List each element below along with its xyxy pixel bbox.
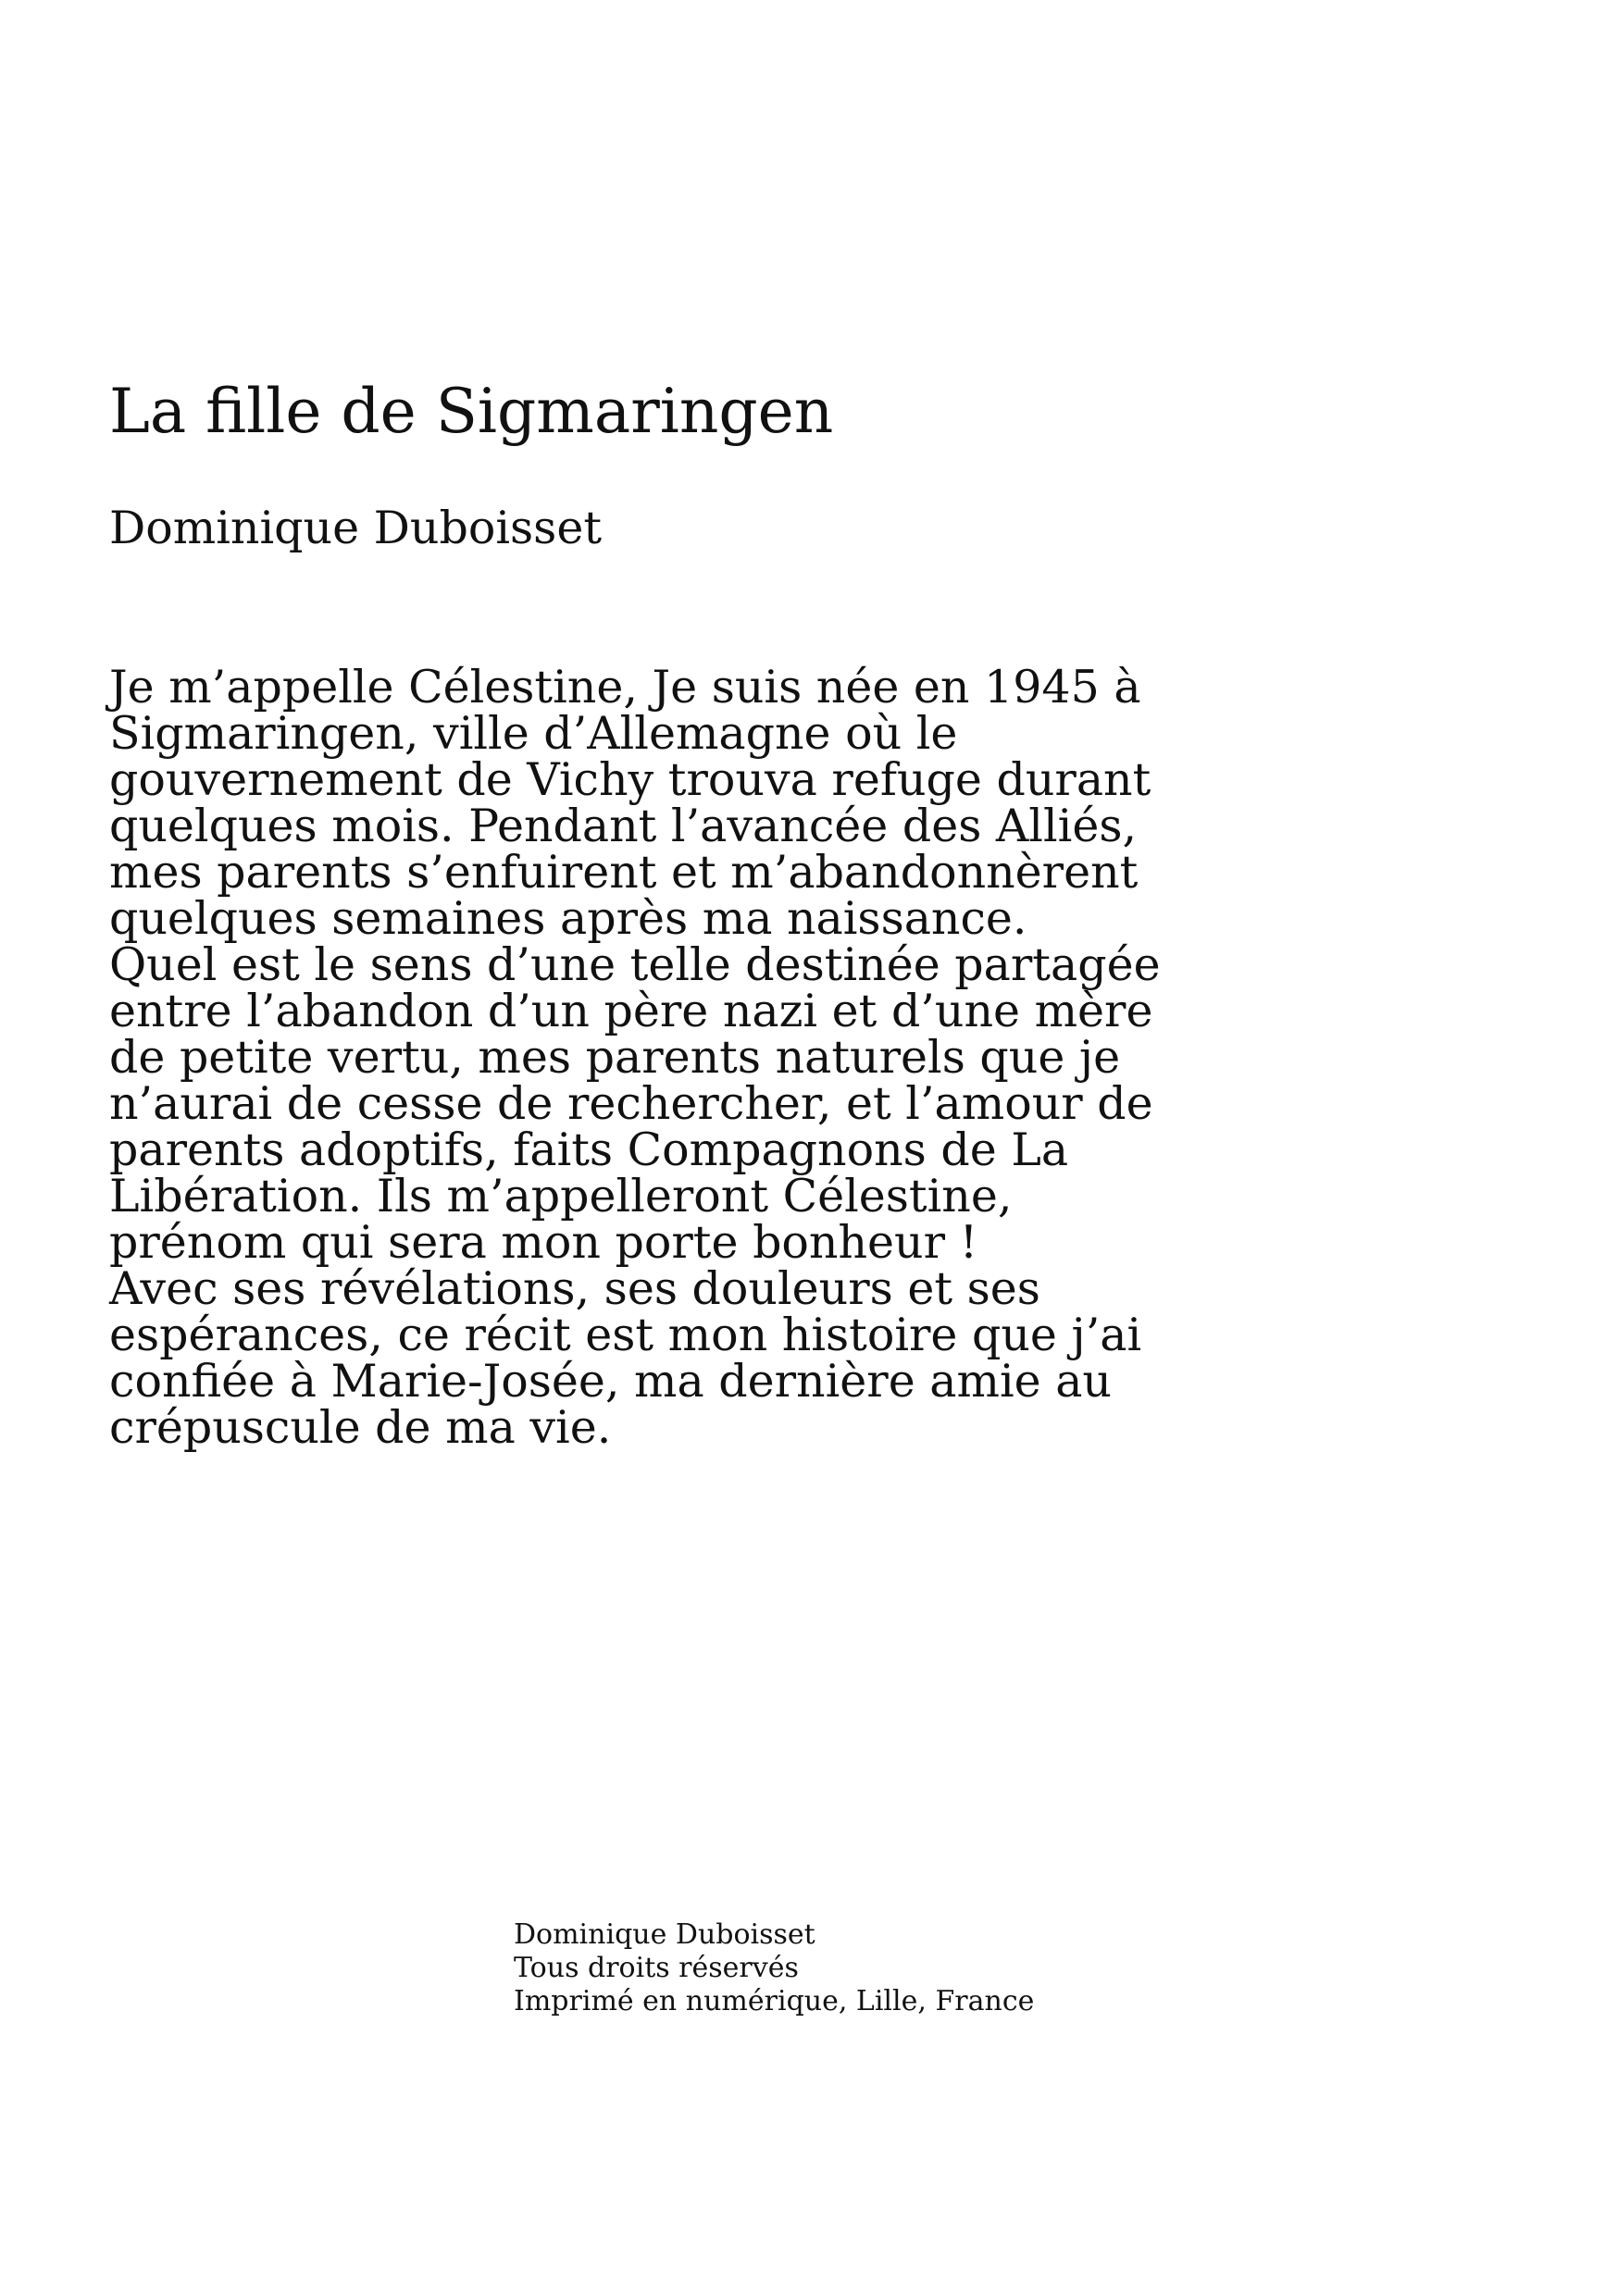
book-author: Dominique Duboisset: [109, 502, 603, 554]
blurb-line: Libération. Ils m’appelleront Célestine,: [109, 1170, 1013, 1222]
blurb-line: de petite vertu, mes parents naturels que je: [109, 1031, 1121, 1084]
blurb-line: quelques mois. Pendant l’avancée des Alliés,: [109, 800, 1138, 852]
blurb-line: espérances, ce récit est mon histoire que j’ai: [109, 1309, 1142, 1361]
blurb-line: entre l’abandon d’un père nazi et d’une mère: [109, 985, 1153, 1037]
blurb-line: mes parents s’enfuirent et m’abandonnèrent: [109, 846, 1139, 899]
blurb-line: Avec ses révélations, ses douleurs et ses: [109, 1262, 1040, 1315]
book-title: La fille de Sigmaringen: [109, 376, 834, 447]
book-blurb: [109, 661, 1313, 1454]
colophon-rights: Tous droits réservés: [514, 1952, 799, 1984]
blurb-line: Sigmaringen, ville d’Allemagne où le: [109, 707, 958, 760]
colophon-printing: Imprimé en numérique, Lille, France: [514, 1985, 1035, 2017]
colophon: [514, 1918, 1034, 2018]
blurb-line: gouvernement de Vichy trouva refuge durant: [109, 753, 1151, 806]
blurb-line: confiée à Marie-Josée, ma dernière amie au: [109, 1355, 1112, 1408]
blurb-line: Je m’appelle Célestine, Je suis née en 1945 à: [109, 661, 1141, 714]
colophon-author: Dominique Duboisset: [514, 1918, 815, 1951]
blurb-line: n’aurai de cesse de rechercher, et l’amour de: [109, 1077, 1153, 1130]
blurb-line: Quel est le sens d’une telle destinée partagée: [109, 938, 1161, 991]
blurb-line: prénom qui sera mon porte bonheur !: [109, 1216, 978, 1269]
blurb-line: quelques semaines après ma naissance.: [109, 892, 1027, 945]
blurb-line: crépuscule de ma vie.: [109, 1401, 612, 1454]
blurb-line: parents adoptifs, faits Compagnons de La: [109, 1123, 1069, 1176]
